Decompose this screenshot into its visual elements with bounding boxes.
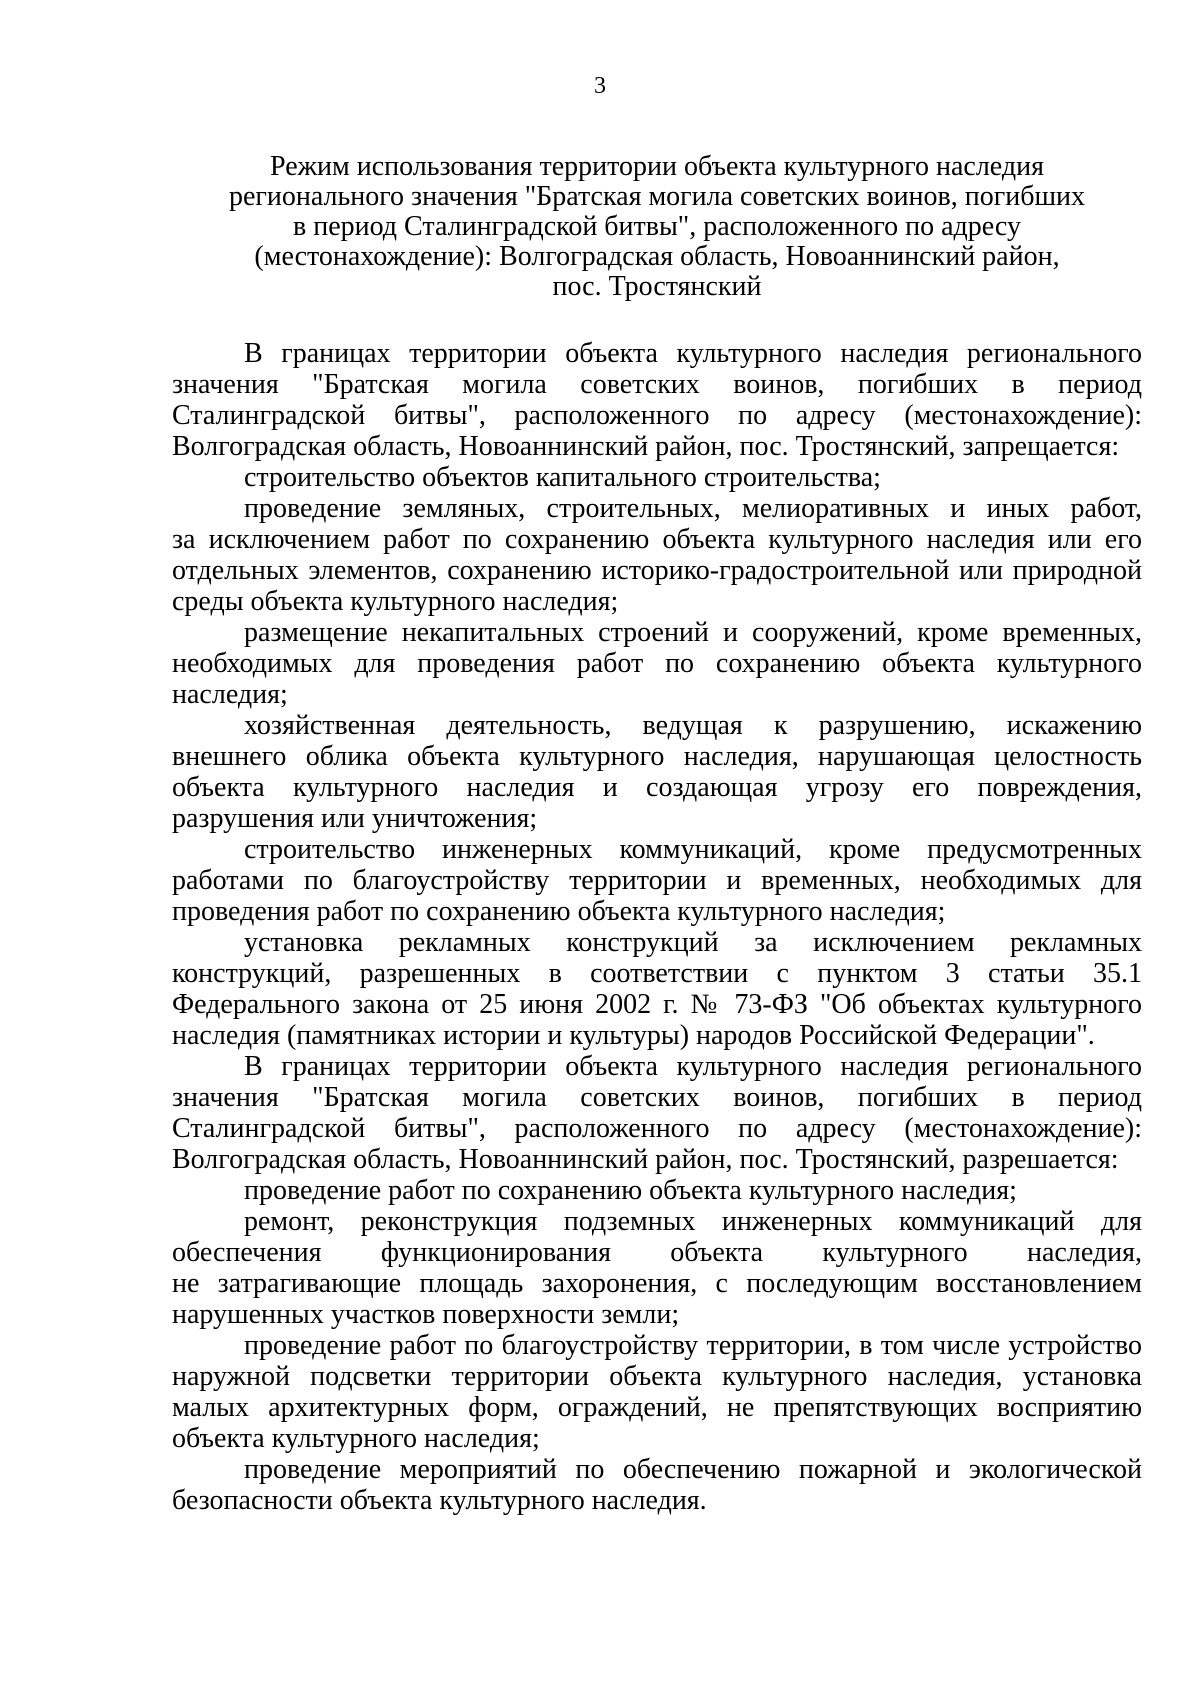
body-line: строительство объектов капитального строительства; bbox=[244, 462, 881, 493]
body-line: объекта культурного наследия; bbox=[172, 1423, 540, 1454]
body-line: малых архитектурных форм, ограждений, не препятствующих восприятию bbox=[172, 1392, 1142, 1423]
body-line: разрушения или уничтожения; bbox=[172, 803, 538, 834]
body-line: Федерального закона от 25 июня 2002 г. № 73-ФЗ "Об объектах культурного bbox=[172, 989, 1142, 1020]
body-line: необходимых для проведения работ по сохранению объекта культурного bbox=[172, 648, 1142, 679]
body-line: В границах территории объекта культурного наследия регионального bbox=[244, 338, 1142, 369]
body-line: строительство инженерных коммуникаций, кроме предусмотренных bbox=[244, 834, 1142, 865]
body-line: проведение мероприятий по обеспечению пожарной и экологической bbox=[244, 1454, 1142, 1485]
body-line: значения "Братская могила советских воинов, погибших в период bbox=[172, 1082, 1142, 1113]
body-line: Сталинградской битвы", расположенного по адресу (местонахождение): bbox=[172, 400, 1142, 431]
body-line: проведение работ по сохранению объекта культурного наследия; bbox=[244, 1175, 1017, 1206]
document-title bbox=[172, 152, 1142, 302]
body-line: установка рекламных конструкций за исключением рекламных bbox=[244, 927, 1142, 958]
body-line: работами по благоустройству территории и временных, необходимых для bbox=[172, 865, 1142, 896]
body-line: проведение работ по благоустройству территории, в том числе устройство bbox=[244, 1330, 1142, 1361]
body-line: среды объекта культурного наследия; bbox=[172, 586, 619, 617]
body-line: наружной подсветки территории объекта культурного наследия, установка bbox=[172, 1361, 1142, 1392]
body-line: безопасности объекта культурного наследия. bbox=[172, 1485, 707, 1516]
body-line: конструкций, разрешенных в соответствии с пунктом 3 статьи 35.1 bbox=[172, 958, 1142, 989]
title-line: Режим использования территории объекта культурного наследия bbox=[270, 151, 1044, 182]
body-line: В границах территории объекта культурного наследия регионального bbox=[244, 1051, 1142, 1082]
body-line: за исключением работ по сохранению объекта культурного наследия или его bbox=[172, 524, 1142, 555]
body-line: нарушенных участков поверхности земли; bbox=[172, 1299, 680, 1330]
body-line: хозяйственная деятельность, ведущая к разрушению, искажению bbox=[244, 710, 1142, 741]
page-number: 3 bbox=[594, 73, 606, 99]
body-line: наследия (памятниках истории и культуры) народов Российской Федерации". bbox=[172, 1020, 1095, 1051]
body-line: обеспечения функционирования объекта культурного наследия, bbox=[172, 1237, 1142, 1268]
body-line: Волгоградская область, Новоаннинский район, пос. Тростянский, запрещается: bbox=[172, 431, 1120, 462]
body-line: Сталинградской битвы", расположенного по адресу (местонахождение): bbox=[172, 1113, 1142, 1144]
body-line: проведения работ по сохранению объекта культурного наследия; bbox=[172, 896, 946, 927]
body-line: наследия; bbox=[172, 679, 288, 710]
title-line: пос. Тростянский bbox=[552, 271, 762, 302]
body-line: ремонт, реконструкция подземных инженерных коммуникаций для bbox=[244, 1206, 1142, 1237]
body-line: не затрагивающие площадь захоронения, с последующим восстановлением bbox=[172, 1268, 1142, 1299]
body-line: проведение земляных, строительных, мелиоративных и иных работ, bbox=[244, 493, 1142, 524]
document-body bbox=[172, 338, 1142, 1516]
body-line: отдельных элементов, сохранению историко-градостроительной или природной bbox=[172, 555, 1142, 586]
body-line: Волгоградская область, Новоаннинский район, пос. Тростянский, разрешается: bbox=[172, 1144, 1119, 1175]
body-line: значения "Братская могила советских воинов, погибших в период bbox=[172, 369, 1142, 400]
title-line: регионального значения "Братская могила советских воинов, погибших bbox=[228, 181, 1086, 212]
body-line: размещение некапитальных строений и сооружений, кроме временных, bbox=[244, 617, 1142, 648]
title-line: в период Сталинградской битвы", расположенного по адресу bbox=[293, 211, 1021, 242]
body-line: внешнего облика объекта культурного наследия, нарушающая целостность bbox=[172, 741, 1142, 772]
title-line: (местонахождение): Волгоградская область, Новоаннинский район, bbox=[254, 241, 1060, 272]
body-line: объекта культурного наследия и создающая угрозу его повреждения, bbox=[172, 772, 1142, 803]
